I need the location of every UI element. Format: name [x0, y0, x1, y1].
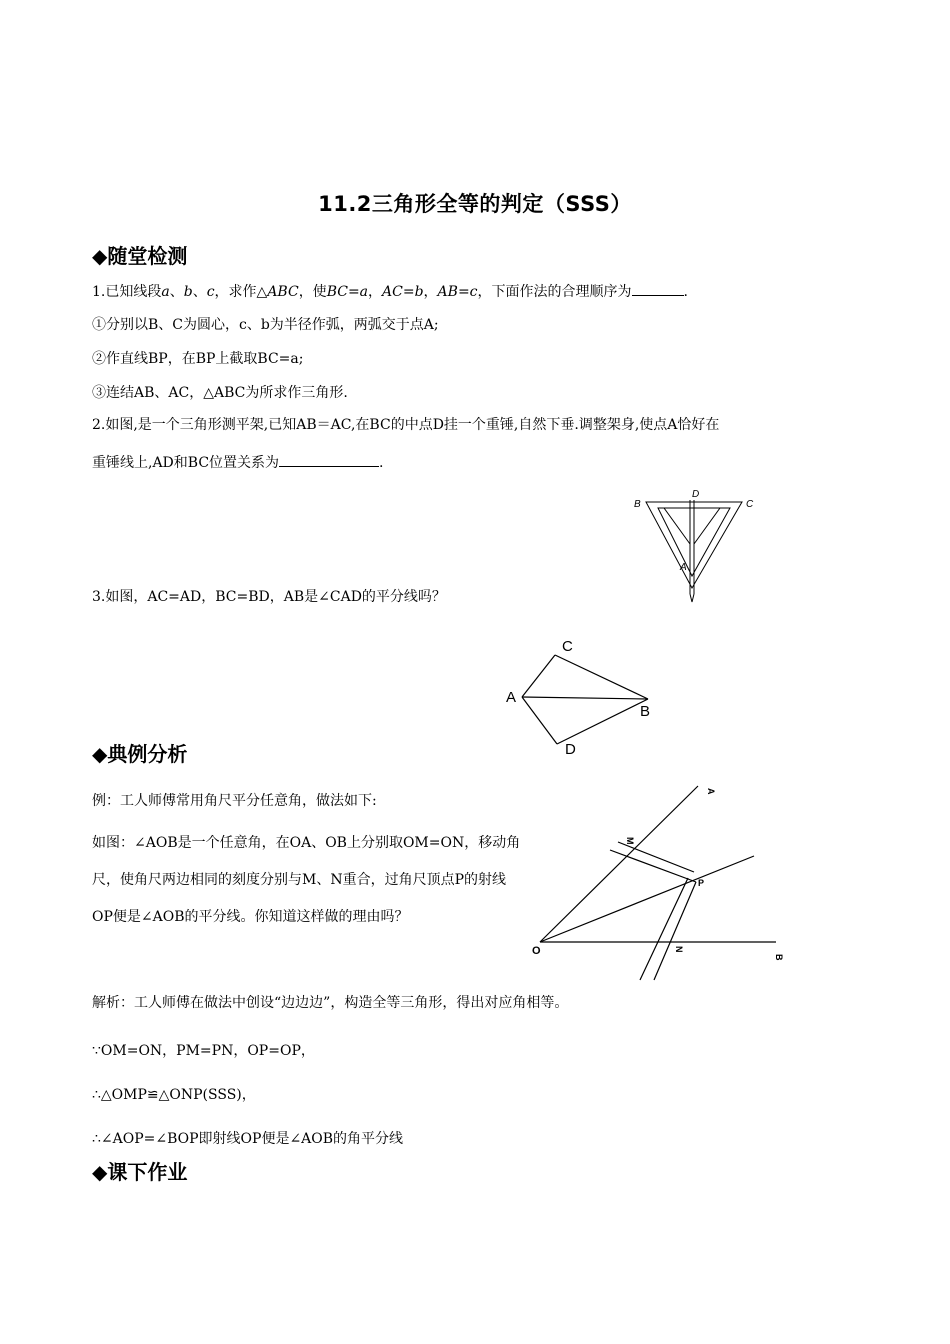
label-M: M	[625, 837, 635, 845]
square-arm-upper	[610, 850, 696, 882]
segment-AD	[522, 697, 557, 744]
q1-var-a: a	[161, 284, 170, 300]
q2-end: .	[379, 455, 384, 471]
segment-CB	[555, 655, 648, 699]
square-arm-lower	[654, 882, 696, 980]
label-B: B	[774, 954, 784, 961]
q1-end: .	[683, 284, 688, 300]
label-B: B	[634, 499, 641, 510]
label-O: O	[532, 945, 541, 957]
q1-sep: 、	[192, 284, 207, 300]
q3-quadrilateral-figure	[500, 634, 670, 760]
q2-level-frame-figure	[628, 486, 760, 606]
section-heading-homework: ◆课下作业	[92, 1160, 188, 1184]
square-arm-lower	[640, 878, 688, 980]
q1-var-b: b	[183, 284, 193, 300]
q3-text: 3.如图，AC=AD，BC=BD，AB是∠CAD的平分线吗？	[92, 589, 446, 605]
label-N: N	[674, 946, 684, 953]
q1-comma: ，	[368, 284, 383, 300]
label-C: C	[562, 638, 573, 655]
q1-stem	[92, 281, 688, 301]
plumb-bob	[690, 594, 694, 602]
example-because: ∵OM=ON，PM=PN，OP=OP，	[92, 1043, 315, 1059]
q2-text-line1: 2.如图,是一个三角形测平架,已知AB＝AC,在BC的中点D挂一个重锤,自然下垂.调整架身,使点A恰好在	[92, 417, 720, 433]
q1-cond-ac: AC=b	[382, 284, 424, 300]
q1-var-c: c	[206, 284, 215, 300]
q1-step-2: ②作直线BP，在BP上截取BC=a;	[92, 351, 304, 367]
angle-bisector-figure	[526, 774, 790, 990]
q1-stem-mid2: ，使	[298, 284, 327, 300]
label-B: B	[640, 703, 651, 720]
frame-brace	[664, 508, 690, 544]
segment-DB	[557, 699, 651, 744]
q1-cond-ab: AB=c	[437, 284, 478, 300]
example-analysis: 解析：工人师傅在做法中创设“边边边”，构造全等三角形，得出对应角相等。	[92, 995, 569, 1011]
q1-step-3: ③连结AB、AC，△ABC为所求作三角形.	[92, 385, 348, 401]
q1-stem-post: ，下面作法的合理顺序为	[477, 284, 632, 300]
example-therefore-1: ∴△OMP≌△ONP(SSS)，	[92, 1087, 256, 1103]
label-A: A	[706, 788, 716, 795]
label-A: A	[506, 689, 517, 706]
q1-comma: ，	[423, 284, 438, 300]
label-D: D	[565, 741, 576, 758]
label-C: C	[746, 499, 754, 510]
q1-step-1: ①分别以B、C为圆心，c、b为半径作弧，两弧交于点A;	[92, 317, 439, 333]
segment-AC	[522, 655, 555, 697]
q1-stem-mid: ，求作△	[214, 284, 268, 300]
page-title: 11.2三角形全等的判定（SSS）	[318, 192, 632, 216]
q1-triangle-name: ABC	[267, 284, 299, 300]
example-intro: 例：工人师傅常用角尺平分任意角，做法如下:	[92, 793, 377, 809]
q1-answer-blank[interactable]	[632, 283, 684, 296]
q2-text-line2	[92, 452, 384, 472]
frame-brace	[694, 508, 720, 544]
label-P: P	[698, 878, 705, 888]
section-heading-check: ◆随堂检测	[92, 244, 188, 268]
q2-answer-blank[interactable]	[279, 454, 379, 467]
q2-text-line2-main: 重锤线上,AD和BC位置关系为	[92, 455, 280, 471]
label-D: D	[692, 489, 700, 500]
example-body: 如图：∠AOB是一个任意角，在OA、OB上分别取OM=ON，移动角尺，使角尺两边相同的刻度分别与M、N重合，过角尺顶点P的射线OP便是∠AOB的平分线。你知道这样做的理由吗？	[92, 835, 521, 925]
ray-OP	[540, 856, 754, 942]
section-heading-examples: ◆典例分析	[92, 742, 188, 766]
q1-sep: 、	[169, 284, 184, 300]
q1-cond-bc: BC=a	[326, 284, 369, 300]
segment-AB	[522, 697, 648, 699]
example-therefore-2: ∴∠AOP=∠BOP即射线OP便是∠AOB的角平分线	[92, 1131, 404, 1147]
q1-stem-pre: 1.已知线段	[92, 284, 162, 300]
label-A: A	[680, 562, 687, 573]
